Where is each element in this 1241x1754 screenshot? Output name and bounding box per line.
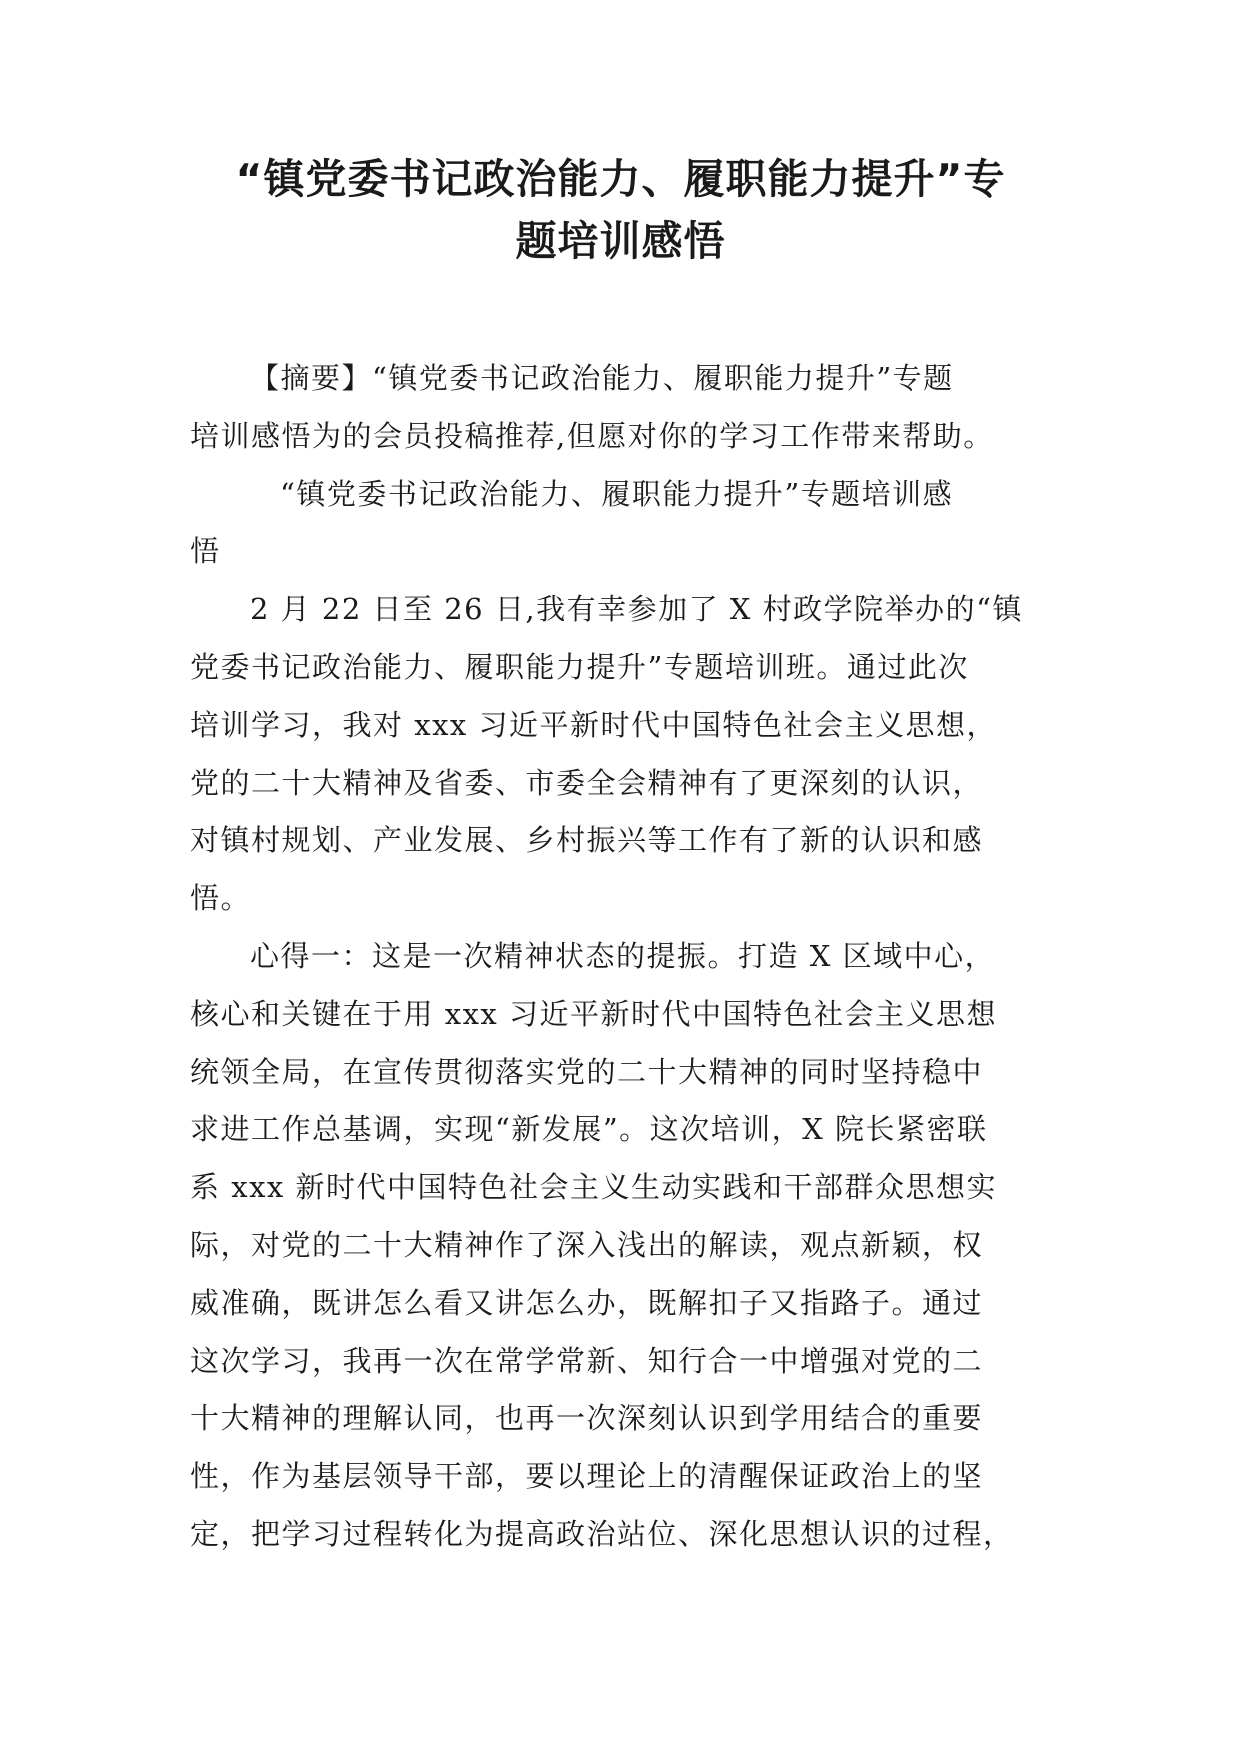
paragraph-line: 培训感悟为的会员投稿推荐,但愿对你的学习工作带来帮助。 [190, 418, 994, 453]
paragraph-line: 【摘要】“镇党委书记政治能力、履职能力提升”专题 [250, 361, 954, 395]
paragraph-line: 2 月 22 日至 26 日,我有幸参加了 X 村政学院举办的“镇 [250, 592, 1023, 627]
title-line: 题培训感悟 [515, 217, 726, 265]
document-title [150, 148, 1091, 272]
paragraph-line: 这次学习，我再一次在常学常新、知行合一中增强对党的二 [190, 1343, 984, 1378]
paragraph-line: 党的二十大精神及省委、市委全会精神有了更深刻的认识， [190, 765, 984, 800]
insight-one-paragraph [190, 928, 1050, 1564]
paragraph-line: 求进工作总基调，实现“新发展”。这次培训，X 院长紧密联 [190, 1112, 988, 1147]
paragraph-line: 性，作为基层领导干部，要以理论上的清醒保证政治上的坚 [190, 1459, 984, 1494]
document-body [190, 350, 1050, 1564]
paragraph-line: 悟。 [190, 881, 252, 916]
paragraph-line: 际，对党的二十大精神作了深入浅出的解读，观点新颖，权 [190, 1227, 984, 1262]
paragraph-line: 培训学习，我对 xxx 习近平新时代中国特色社会主义思想， [190, 707, 998, 742]
paragraph-line: 对镇村规划、产业发展、乡村振兴等工作有了新的认识和感 [190, 823, 984, 858]
subtitle-paragraph [190, 466, 1050, 582]
paragraph-line: 党委书记政治能力、履职能力提升”专题培训班。通过此次 [190, 649, 969, 684]
paragraph-line: 核心和关键在于用 xxx 习近平新时代中国特色社会主义思想 [190, 996, 998, 1031]
paragraph-line: 心得一：这是一次精神状态的提振。打造 X 区域中心， [250, 938, 996, 973]
paragraph-line: 系 xxx 新时代中国特色社会主义生动实践和干部群众思想实 [190, 1170, 998, 1205]
paragraph-line: “镇党委书记政治能力、履职能力提升”专题培训感 [280, 476, 954, 511]
title-line: “镇党委书记政治能力、履职能力提升”专 [235, 155, 1006, 203]
paragraph-line: 定，把学习过程转化为提高政治站位、深化思想认识的过程， [190, 1516, 1014, 1551]
abstract-paragraph [190, 350, 1050, 466]
paragraph-line: 威准确，既讲怎么看又讲怎么办，既解扣子又指路子。通过 [190, 1285, 984, 1320]
intro-paragraph [190, 581, 1050, 928]
paragraph-line: 统领全局，在宣传贯彻落实党的二十大精神的同时坚持稳中 [190, 1054, 984, 1089]
paragraph-line: 十大精神的理解认同，也再一次深刻认识到学用结合的重要 [190, 1401, 984, 1436]
paragraph-line: 悟 [190, 534, 221, 569]
